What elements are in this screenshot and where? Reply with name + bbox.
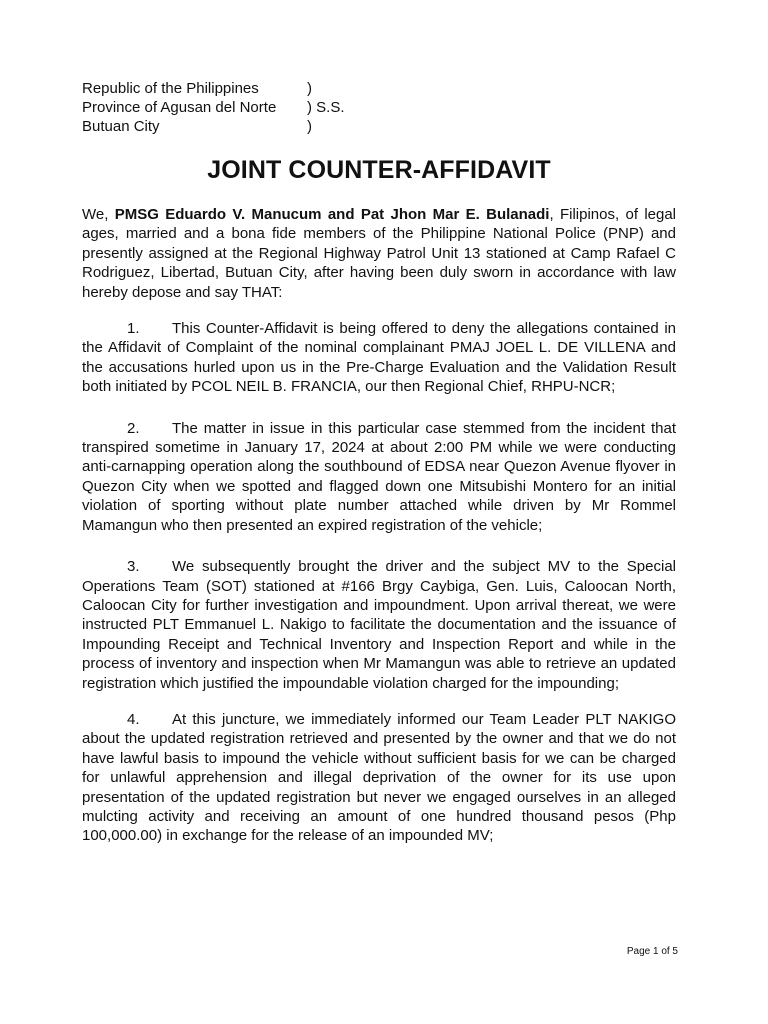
paragraph-text: We subsequently brought the driver and the subject MV to the Special Operations Team (SOT) stationed at #166 Brgy Caybiga, Gen. Luis, Caloocan North, Caloocan City for further investigation and impoundment. Upon arrival thereat, we were instructed PLT Emmanuel L. Nakigo to facilitate the documentation and the issuance of Impounding Receipt and Technical Inventory and Inspection Report and while in the process of inventory and inspection when Mr Mamangun was able to retrieve an updated registration which justified the impoundable violation charged for the impounding;: [82, 558, 676, 692]
venue-place: Republic of the Philippines: [82, 80, 259, 97]
paragraph-text: This Counter-Affidavit is being offered to deny the allegations contained in the Affidavit of Complaint of the nominal complainant PMAJ JOEL L. DE VILLENA and the accusations hurled upon us in the Pre-Charge Evaluation and the Validation Result both initiated by PCOL NEIL B. FRANCIA, our then Regional Chief, RHPU-NCR;: [82, 320, 676, 396]
venue-bracket: ): [307, 80, 312, 97]
page-number-footer: Page 1 of 5: [626, 946, 678, 957]
intro-text: , Filipinos, of legal ages, married and a bona fide members of the Philippine National Police (PNP) and presently assigned at the Regional Highway Patrol Unit 13 stationed at Camp Rafael C Rodriguez, Libertad, Butuan City, after having been duly sworn in accordance with law hereby depose and say THAT:: [82, 206, 677, 301]
venue-line-city: [82, 117, 676, 136]
venue-place: Province of Agusan del Norte: [82, 99, 277, 116]
venue-bracket-ss: ) S.S.: [307, 99, 345, 116]
document-body: [82, 79, 676, 846]
paragraph-number: 3.: [127, 558, 140, 576]
venue-line-republic: [82, 79, 676, 98]
venue-bracket: ): [307, 118, 312, 135]
document-title: JOINT COUNTER-AFFIDAVIT: [207, 156, 551, 184]
paragraph-number: 1.: [127, 320, 140, 338]
paragraph-number: 4.: [127, 710, 140, 728]
intro-prefix: We,: [82, 206, 115, 223]
paragraph-text: The matter in issue in this particular case stemmed from the incident that transpired sometime in January 17, 2024 at about 2:00 PM while we were conducting anti-carnapping operation along the southbound of EDSA near Quezon Avenue flyover in Quezon City when we spotted and flagged down one Mitsubishi Montero for an initial violation of sporting without plate number attached while driven by Mr Rommel Mamangun who then presented an expired registration of the vehicle;: [82, 419, 676, 534]
numbered-paragraph-1: [82, 319, 676, 397]
numbered-paragraph-4: [82, 710, 676, 846]
paragraph-number: 2.: [127, 419, 140, 437]
affiant-names: PMSG Eduardo V. Manucum and Pat Jhon Mar E. Bulanadi: [114, 206, 550, 223]
numbered-paragraph-3: [82, 557, 676, 693]
paragraph-text: At this juncture, we immediately informed our Team Leader PLT NAKIGO about the updated registration retrieved and presented by the owner and that we do not have lawful basis to impound the vehicle without sufficient basis for we can be charged for unlawful apprehension and illegal deprivation of the owner for its use upon presentation of the updated registration but never we engaged ourselves in an alleged mulcting activity and receiving an amount of one hundred thousand pesos (Php 100,000.00) in exchange for the release of an impounded MV;: [82, 710, 676, 845]
intro-paragraph: [82, 205, 676, 302]
venue-caption: [82, 79, 676, 136]
numbered-paragraph-2: [82, 419, 676, 535]
venue-line-province: [82, 98, 676, 117]
venue-place: Butuan City: [82, 118, 160, 135]
